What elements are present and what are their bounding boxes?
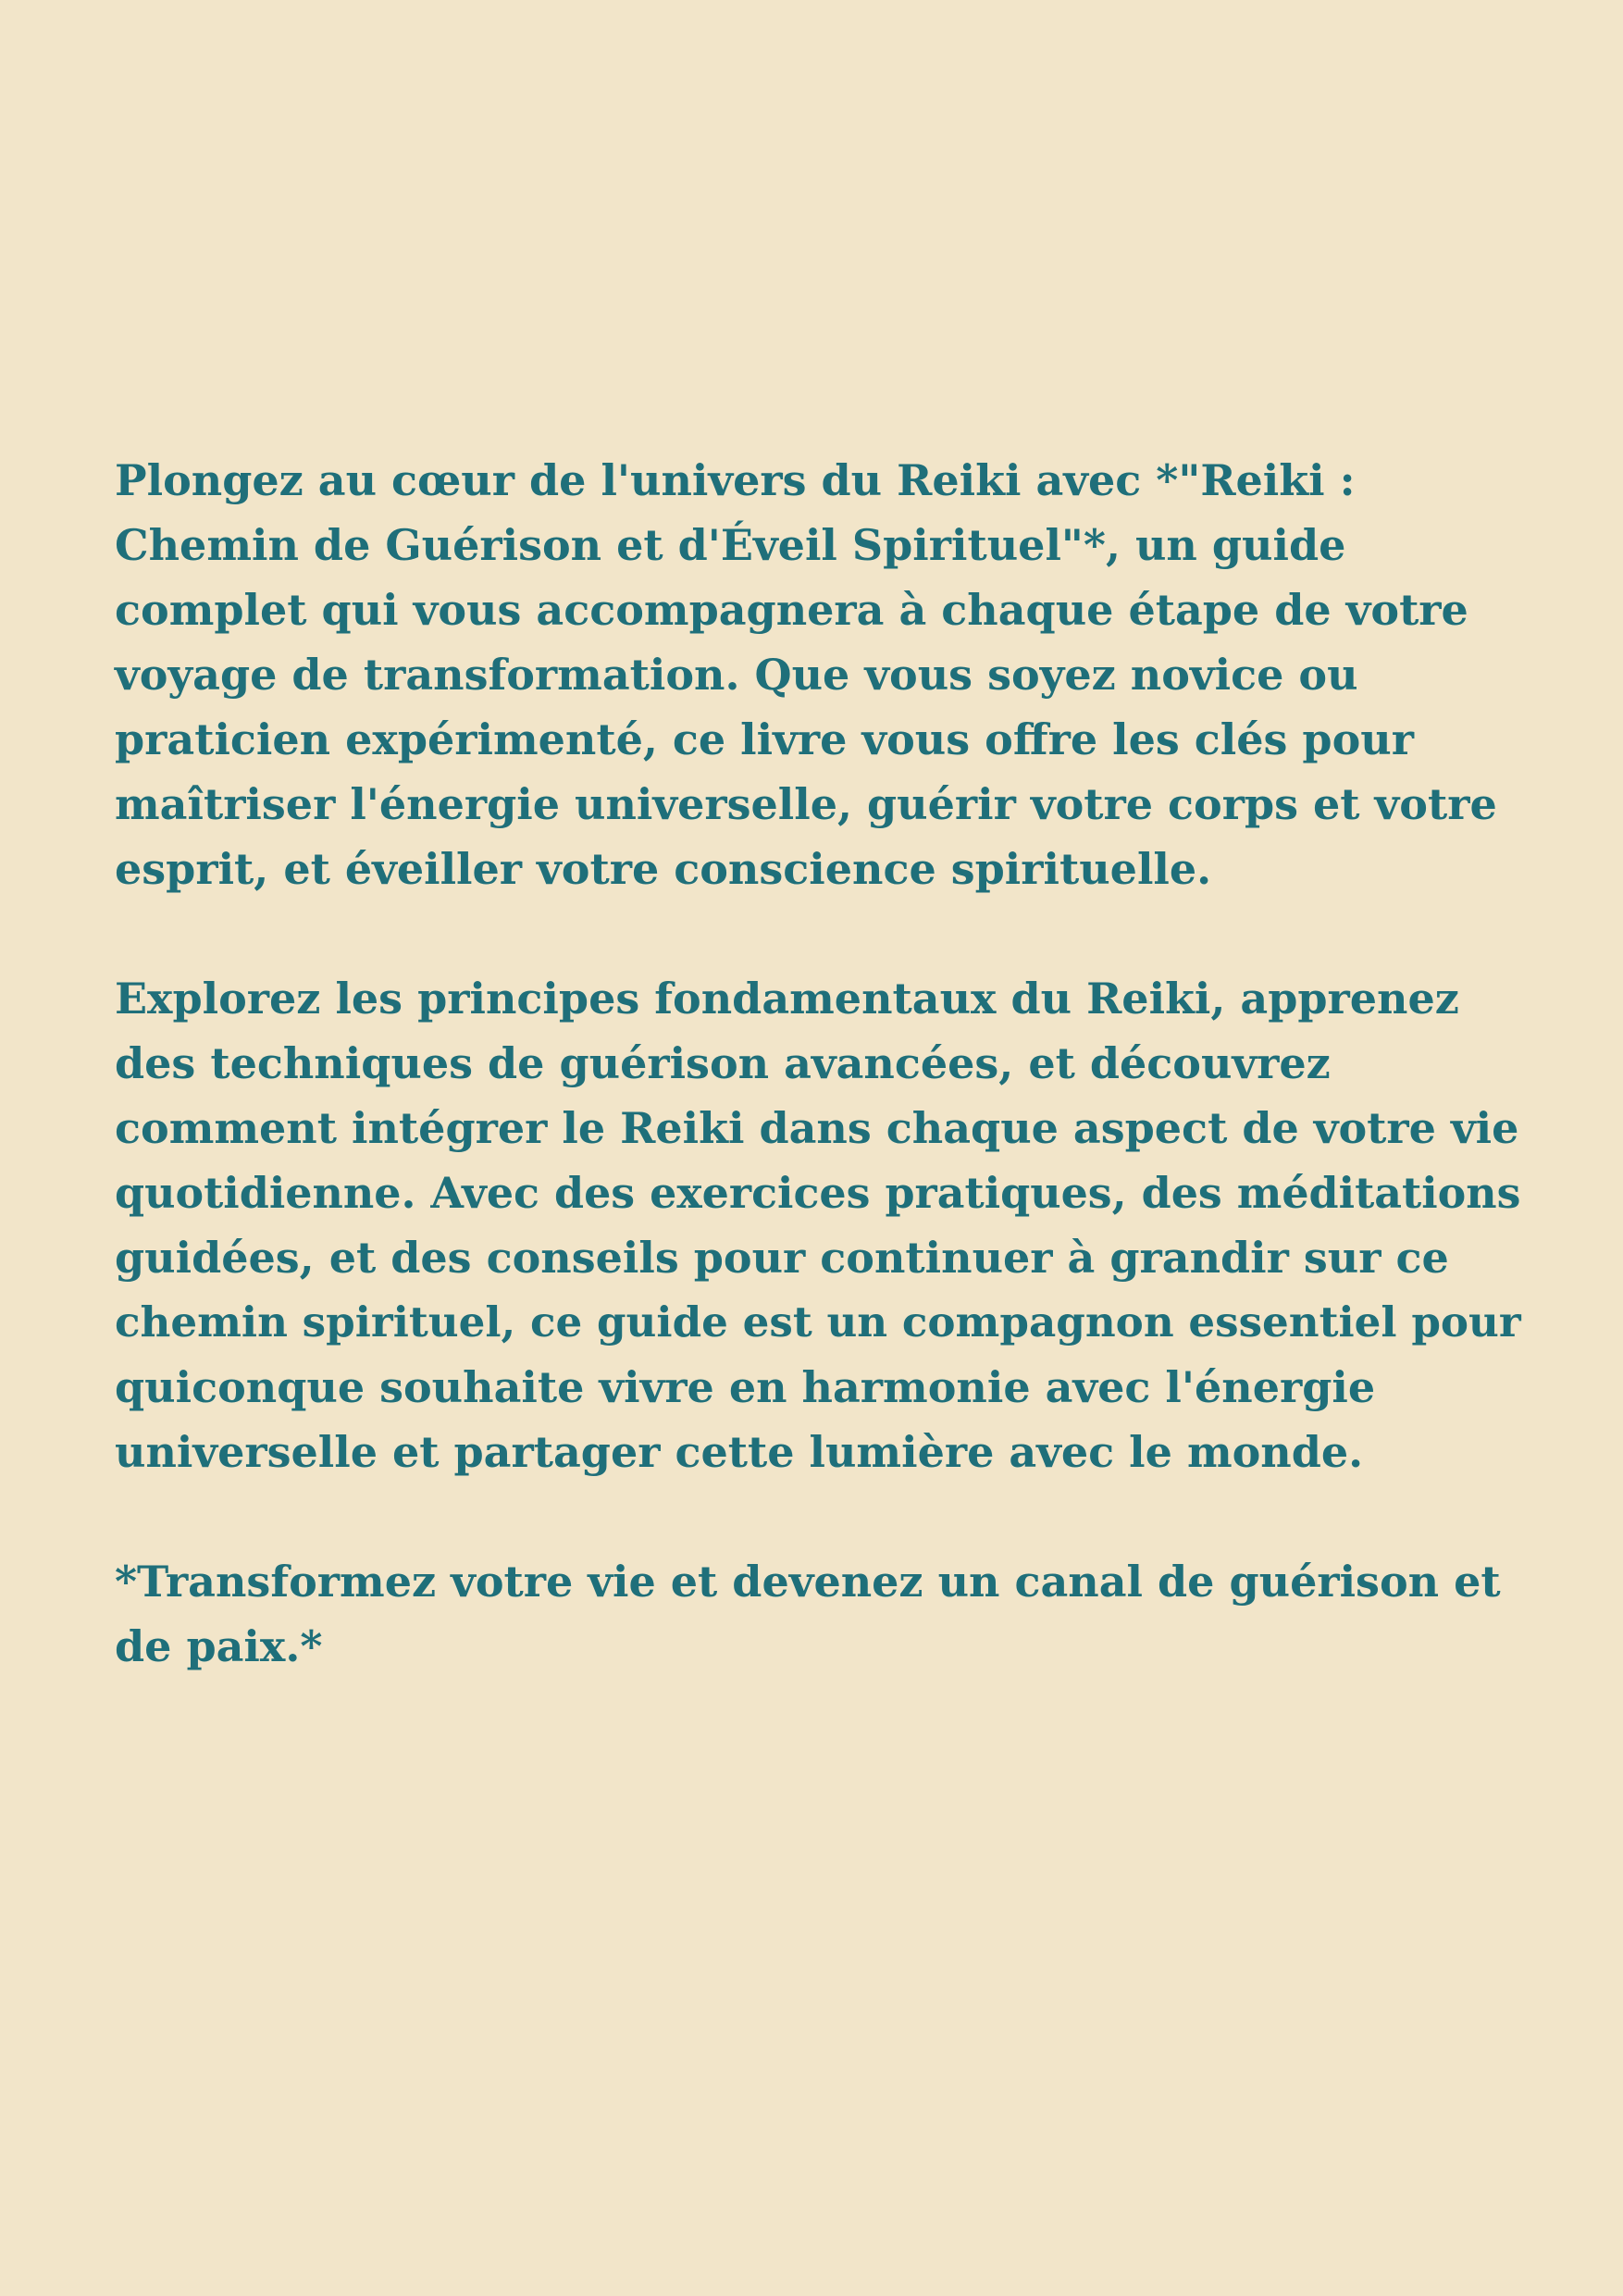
- text-line: esprit, et éveiller votre conscience spirituelle.: [115, 844, 1212, 894]
- text-line: Plongez au cœur de l'univers du Reiki avec *"Reiki :: [115, 455, 1356, 505]
- paragraph-explore: [115, 966, 1521, 1484]
- text-line: comment intégrer le Reiki dans chaque aspect de votre vie: [115, 1103, 1519, 1153]
- text-line: *Transformez votre vie et devenez un canal de guérison et: [115, 1557, 1501, 1607]
- text-line: de paix.*: [115, 1621, 323, 1671]
- paragraph-intro: [115, 448, 1521, 901]
- text-line: universelle et partager cette lumière avec le monde.: [115, 1427, 1364, 1477]
- text-line: quotidienne. Avec des exercices pratiques, des méditations: [115, 1168, 1521, 1218]
- text-line: guidées, et des conseils pour continuer à grandir sur ce: [115, 1233, 1449, 1283]
- text-line: maîtriser l'énergie universelle, guérir votre corps et votre: [115, 779, 1497, 829]
- text-line: des techniques de guérison avancées, et découvrez: [115, 1038, 1331, 1088]
- text-line: voyage de transformation. Que vous soyez novice ou: [115, 650, 1358, 700]
- text-line: quiconque souhaite vivre en harmonie avec l'énergie: [115, 1362, 1376, 1412]
- text-line: praticien expérimenté, ce livre vous offre les clés pour: [115, 714, 1414, 764]
- text-line: complet qui vous accompagnera à chaque étape de votre: [115, 585, 1468, 635]
- text-line: Explorez les principes fondamentaux du Reiki, apprenez: [115, 974, 1459, 1024]
- back-cover-text: [115, 448, 1521, 1679]
- text-line: chemin spirituel, ce guide est un compagnon essentiel pour: [115, 1297, 1521, 1347]
- paragraph-tagline: [115, 1549, 1521, 1679]
- text-line: Chemin de Guérison et d'Éveil Spirituel"*, un guide: [115, 520, 1346, 570]
